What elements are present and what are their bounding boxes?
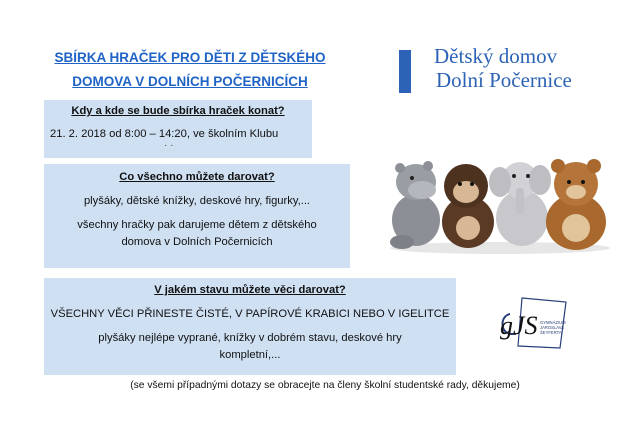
what-line-3: domova v Dolních Počernicích bbox=[121, 236, 273, 248]
title-line-2: DOMOVA V DOLNÍCH POČERNICÍCH bbox=[72, 74, 308, 89]
monkey-toy bbox=[442, 164, 494, 248]
condition-line-1: VŠECHNY VĚCI PŘINESTE ČISTÉ, V PAPÍROVÉ KRABICI NEBO V IGELITCE bbox=[50, 308, 450, 320]
when-where-box bbox=[44, 100, 312, 158]
childrens-home-logo bbox=[434, 44, 572, 92]
elephant-toy bbox=[489, 162, 551, 246]
school-logo-text-2: JAROSLAVA bbox=[540, 325, 565, 330]
what-question: Co všechno můžete darovat? bbox=[119, 171, 275, 183]
footer-note: (se všemi případnými dotazy se obracejte na členy školní studentské rady, děkujeme) bbox=[130, 380, 520, 391]
page-title bbox=[40, 46, 340, 94]
school-logo bbox=[496, 294, 570, 352]
when-answer: 21. 2. 2018 od 8:00 – 14:20, ve školním Klubu bbox=[50, 128, 279, 140]
when-question: Kdy a kde se bude sbírka hraček konat? bbox=[71, 105, 285, 117]
condition-question: V jakém stavu můžete věci darovat? bbox=[154, 284, 346, 296]
logo-line-1: Dětský domov bbox=[434, 44, 558, 68]
condition-box bbox=[44, 278, 456, 375]
hippo-toy bbox=[390, 161, 440, 249]
school-logo-text-1: GYMNÁZIUM bbox=[540, 320, 566, 325]
title-line-1: SBÍRKA HRAČEK PRO DĚTI Z DĚTSKÉHO bbox=[54, 50, 326, 65]
when-answer-overflow: · · bbox=[164, 142, 174, 149]
what-line-2: všechny hračky pak darujeme dětem z dětského bbox=[77, 219, 317, 231]
what-to-donate-box bbox=[44, 164, 350, 268]
school-logo-text-3: ŠEYFERTA bbox=[540, 330, 562, 335]
teddy-bear-toy bbox=[546, 159, 606, 250]
condition-line-3: kompletní,... bbox=[219, 349, 281, 361]
plush-toys-image bbox=[380, 150, 615, 255]
logo-bar-mark bbox=[399, 50, 411, 93]
school-logo-initials: gJS bbox=[500, 311, 538, 340]
condition-line-2: plyšáky nejlépe vyprané, knížky v dobrém stavu, deskové hry bbox=[98, 332, 402, 344]
logo-line-2: Dolní Počernice bbox=[436, 68, 572, 92]
what-line-1: plyšáky, dětské knížky, deskové hry, figurky,... bbox=[83, 195, 311, 207]
